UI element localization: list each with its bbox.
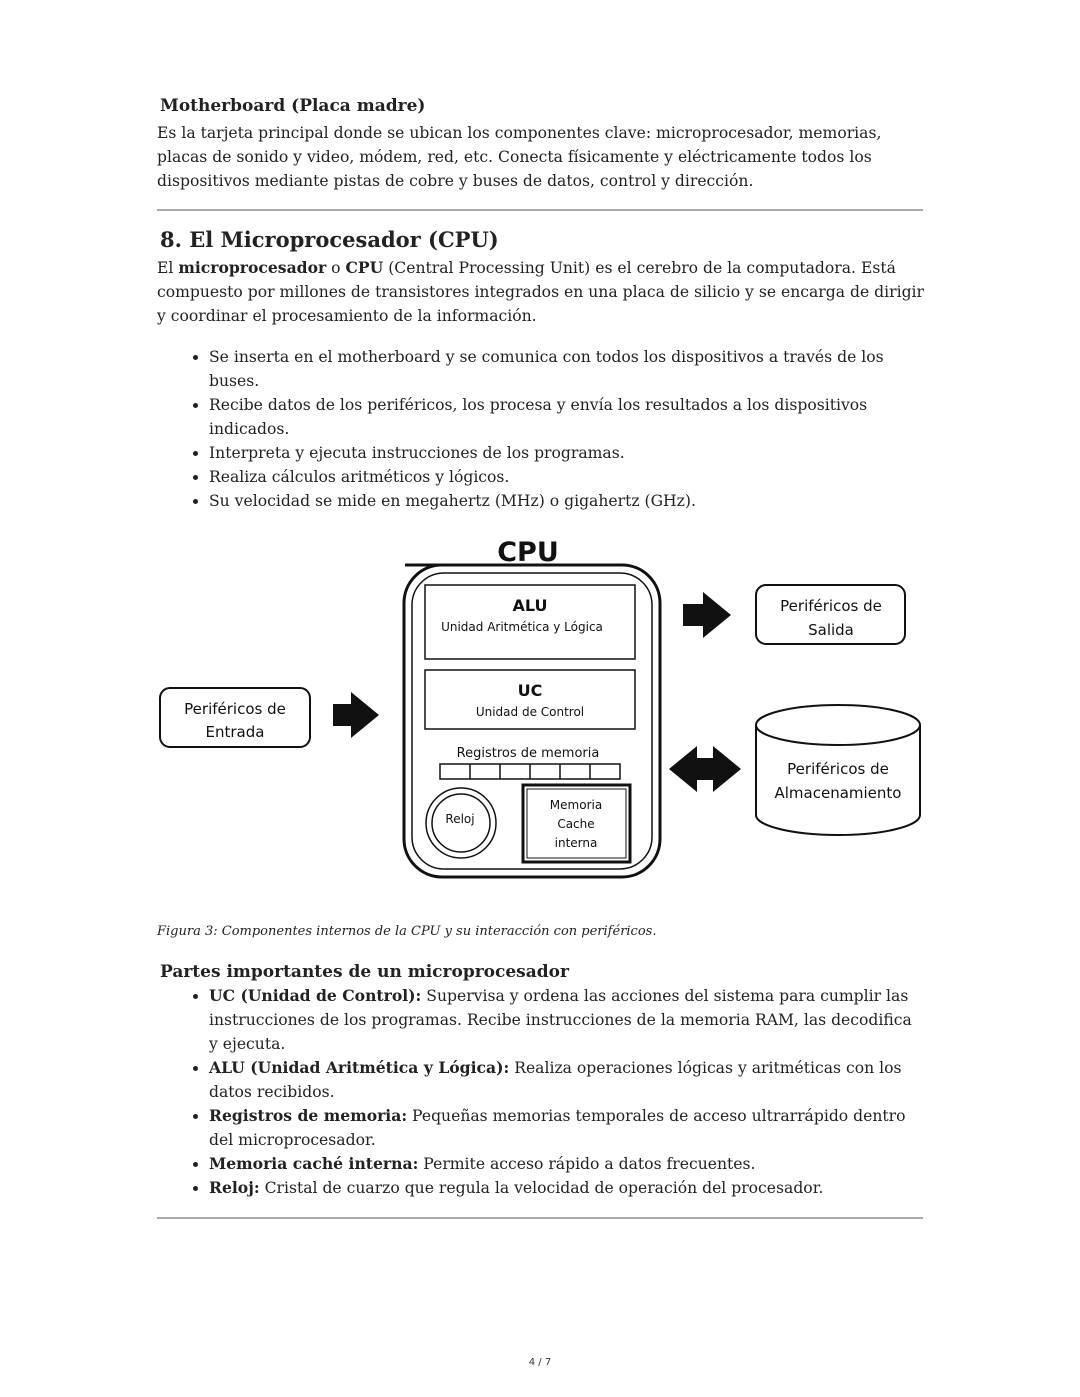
uc-label: UC (517, 681, 543, 700)
motherboard-text: Es la tarjeta principal donde se ubican los componentes clave: microprocesador, memorias, placas de sonido y video, módem, red, etc. Conecta físicamente y eléctricamente todos los dispositivos mediante pistas de cobre y buses de datos, control y dirección. (157, 124, 882, 190)
cpu-label: CPU (497, 537, 559, 568)
storage-cylinder (756, 725, 920, 835)
list-item: • Interpreta y ejecuta instrucciones de los programas. (209, 441, 925, 465)
alu-sublabel: Unidad Aritmética y Lógica (441, 620, 603, 634)
desc: Pequeñas memorias temporales de acceso ultrarrápido dentro del microprocesador. (209, 1107, 906, 1149)
list-item (209, 1176, 925, 1200)
desc: Realiza operaciones lógicas y aritméticas con los datos recibidos. (209, 1059, 902, 1101)
registers-label: Registros de memoria (456, 746, 600, 761)
alu-label: ALU (512, 596, 548, 615)
list-item: • Se inserta en el motherboard y se comunica con todos los dispositivos a través de los buses. (209, 345, 925, 393)
term: Memoria caché interna: (209, 1154, 419, 1173)
list-item (209, 1152, 925, 1176)
parts-heading: Partes importantes de un microprocesador (160, 962, 569, 982)
output-peripherals-label: Salida (808, 621, 854, 639)
parts-section (157, 960, 925, 1200)
list-item (209, 1104, 925, 1152)
divider (157, 1217, 923, 1219)
intro-bold: microprocesador (178, 258, 327, 277)
intro-text: El (157, 259, 179, 277)
page-number: 4 / 7 (528, 1357, 552, 1368)
intro-text: (Central Processing Unit) es el cerebro de la computadora. Está compuesto por millones de transistores integrados en una placa de silicio y se encarga de dirigir y coordinar el procesamiento de la información. (157, 259, 924, 325)
arrow-right-icon (683, 592, 731, 638)
input-peripherals-label: Entrada (205, 723, 265, 741)
uc-sublabel: Unidad de Control (475, 705, 585, 719)
clock-label: Reloj (445, 812, 475, 826)
arrow-bidirectional-icon (669, 746, 741, 792)
motherboard-heading: Motherboard (Placa madre) (160, 96, 426, 116)
desc: Supervisa y ordena las acciones del sistema para cumplir las instrucciones de los programas. Recibe instrucciones de la memoria RAM, las decodifica y ejecuta. (209, 987, 912, 1053)
list-item: • Su velocidad se mide en megahertz (MHz) o gigahertz (GHz). (209, 489, 925, 513)
cache-label: Cache (557, 817, 595, 831)
parts-list (157, 984, 925, 1200)
output-peripherals-label: Periféricos de (780, 597, 882, 615)
term: Reloj: (209, 1178, 260, 1197)
arrow-right-icon (333, 692, 379, 738)
cpu-heading: 8. El Microprocesador (CPU) (160, 227, 499, 252)
desc: Cristal de cuarzo que regula la velocidad de operación del procesador. (259, 1179, 824, 1197)
list-item: • Realiza cálculos aritméticos y lógicos. (209, 465, 925, 489)
intro-text: o (326, 259, 346, 277)
term: UC (Unidad de Control): (209, 986, 422, 1005)
storage-peripherals-label: Almacenamiento (774, 784, 902, 802)
list-item: • Recibe datos de los periféricos, los procesa y envía los resultados a los dispositivos indicados. (209, 393, 925, 441)
term: Registros de memoria: (209, 1106, 408, 1125)
term: ALU (Unidad Aritmética y Lógica): (209, 1058, 510, 1077)
figure-caption: Figura 3: Componentes internos de la CPU y su interacción con periféricos. (157, 924, 657, 939)
cache-label: interna (554, 836, 598, 850)
cache-label: Memoria (549, 798, 603, 812)
list-item (209, 984, 925, 1056)
desc: Permite acceso rápido a datos frecuentes. (418, 1155, 756, 1173)
list-item (209, 1056, 925, 1104)
input-peripherals-label: Periféricos de (184, 700, 286, 718)
storage-peripherals-label: Periféricos de (787, 760, 889, 778)
intro-bold: CPU (345, 258, 384, 277)
figure-caption-wrap (157, 920, 925, 944)
